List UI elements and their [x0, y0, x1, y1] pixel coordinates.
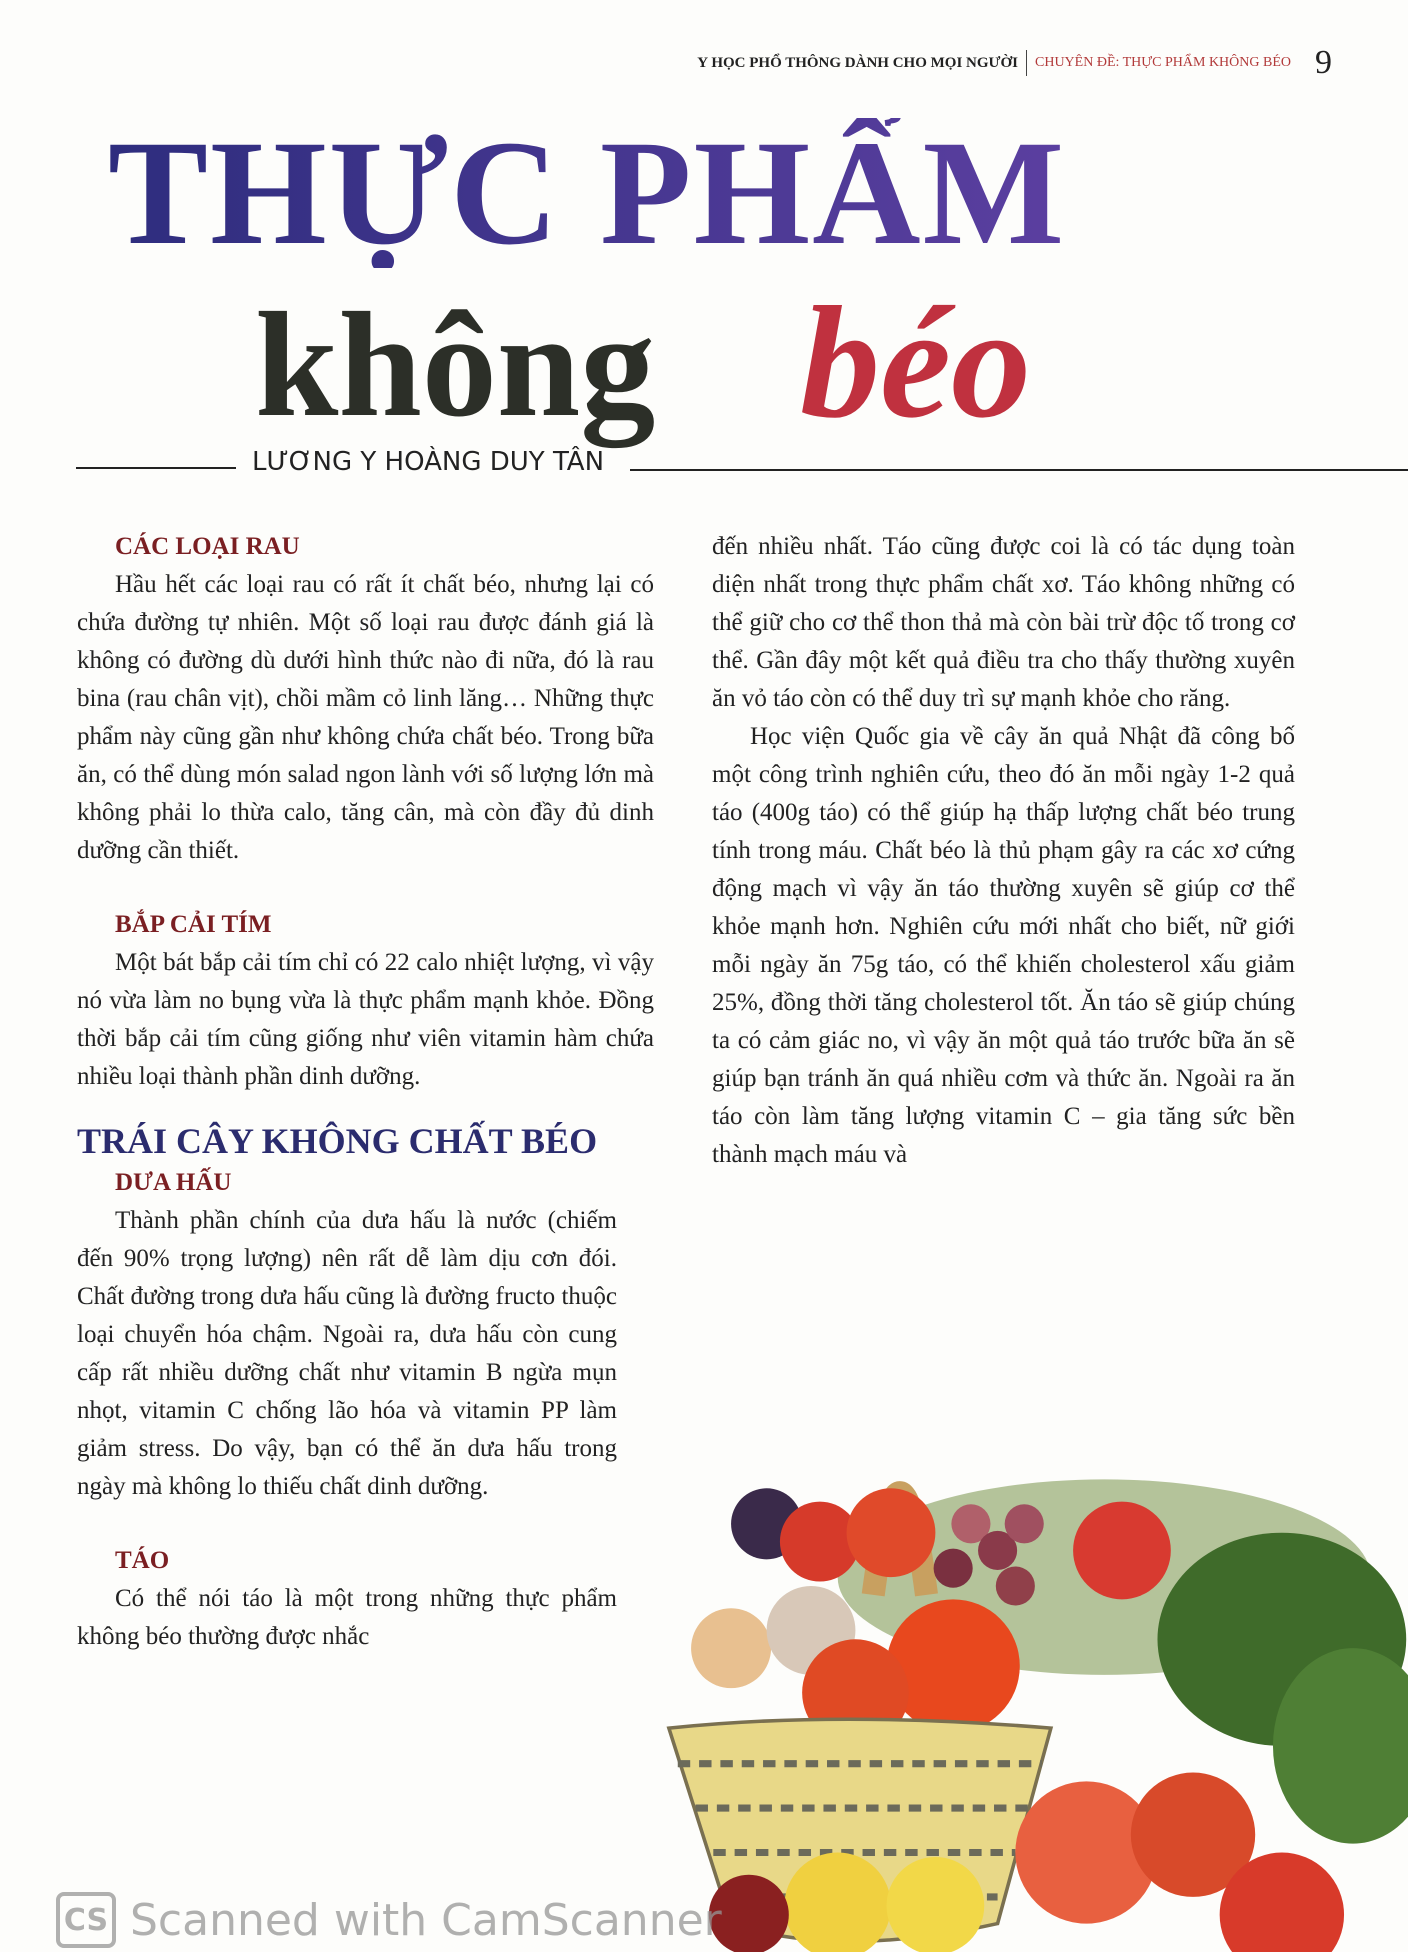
left-column-top	[77, 528, 654, 1656]
magazine-name: Y HỌC PHỔ THÔNG DÀNH CHO MỌI NGƯỜI	[697, 54, 1018, 71]
right-column	[712, 528, 1295, 1174]
paragraph: Học viện Quốc gia về cây ăn quả Nhật đã công bố một công trình nghiên cứu, theo đó ăn mỗi ngày 1-2 quả táo (400g táo) có thể giúp hạ thấp lượng chất béo trung tính trong máu. Chất béo là thủ phạm gây ra các xơ cứng động mạch vì vậy ăn táo thường xuyên sẽ giúp cơ thể khỏe mạnh hơn. Nghiên cứu mới nhất cho biết, nữ giới mỗi ngày ăn 75g táo, có thể khiến cholesterol xấu giảm 25%, đồng thời tăng cholesterol tốt. Ăn táo sẽ giúp chúng ta có cảm giác no, vì vậy ăn một quả táo trước bữa ăn sẽ giúp bạn tránh ăn quá nhiều cơm và thức ăn. Ngoài ra ăn táo còn làm tăng lượng vitamin C – gia tăng sức bền thành mạch máu và	[712, 723, 1295, 1168]
paragraph: Một bát bắp cải tím chỉ có 22 calo nhiệt lượng, vì vậy nó vừa làm no bụng vừa là thực phẩm mạnh khỏe. Đồng thời bắp cải tím cũng giống như viên vitamin hàm chứa nhiều loại thành phần dinh dưỡng.	[77, 949, 654, 1090]
running-header	[697, 44, 1332, 82]
watermark-text: Scanned with CamScanner	[130, 1894, 722, 1946]
major-heading: TRÁI CÂY KHÔNG CHẤT BÉO	[77, 1121, 598, 1161]
title-line-1: THỰC PHẨM	[108, 110, 1067, 276]
camscanner-logo-icon: CS	[56, 1892, 116, 1948]
paragraph: Hầu hết các loại rau có rất ít chất béo, nhưng lại có chứa đường tự nhiên. Một số loại rau được đánh giá là không có đường dù dưới hình thức nào đi nữa, đó là rau bina (rau chân vịt), chồi mầm cỏ linh lăng… Những thực phẩm này cũng gần như không chứa chất béo. Trong bữa ăn, có thể dùng món salad ngon lành với số lượng lớn mà không phải lo thừa calo, tăng cân, mà còn đầy đủ dinh dưỡng cần thiết.	[77, 571, 654, 864]
author-name: LƯƠNG Y HOÀNG DUY TÂN	[252, 447, 605, 477]
topic-label: CHUYÊN ĐỀ: THỰC PHẨM KHÔNG BÉO	[1035, 55, 1291, 70]
section-heading: CÁC LOẠI RAU	[115, 533, 300, 560]
byline	[0, 445, 1408, 485]
section-heading: BẮP CẢI TÍM	[115, 911, 272, 938]
title-line-3: béo	[800, 273, 1032, 451]
paragraph: Có thể nói táo là một trong những thực phẩm không béo thường được nhắc	[77, 1585, 617, 1650]
vegetable-basket-photo	[660, 1300, 1408, 1952]
byline-rule-right	[630, 469, 1408, 471]
header-divider	[1026, 50, 1027, 76]
paragraph: đến nhiều nhất. Táo cũng được coi là có tác dụng toàn diện nhất trong thực phẩm chất xơ. Táo không những có thể giữ cho cơ thể thon thả mà còn bài trừ độc tố trong cơ thể. Gần đây một kết quả điều tra cho thấy thường xuyên ăn vỏ táo còn có thể duy trì sự mạnh khỏe cho răng.	[712, 533, 1295, 712]
camscanner-watermark	[56, 1892, 722, 1948]
byline-rule-left	[76, 467, 236, 469]
page-number: 9	[1315, 44, 1332, 81]
section-heading: DƯA HẤU	[115, 1169, 232, 1196]
title-line-2: không	[255, 282, 656, 448]
section-heading: TÁO	[115, 1547, 170, 1574]
paragraph: Thành phần chính của dưa hấu là nước (chiếm đến 90% trọng lượng) nên rất dễ làm dịu cơn đói. Chất đường trong dưa hấu cũng là đường fructo thuộc loại chuyển hóa chậm. Ngoài ra, dưa hấu còn cung cấp rất nhiều dưỡng chất như vitamin B ngừa mụn nhọt, vitamin C chống lão hóa và vitamin PP làm giảm stress. Do vậy, bạn có thể ăn dưa hấu trong ngày mà không lo thiếu chất dinh dưỡng.	[77, 1207, 617, 1500]
